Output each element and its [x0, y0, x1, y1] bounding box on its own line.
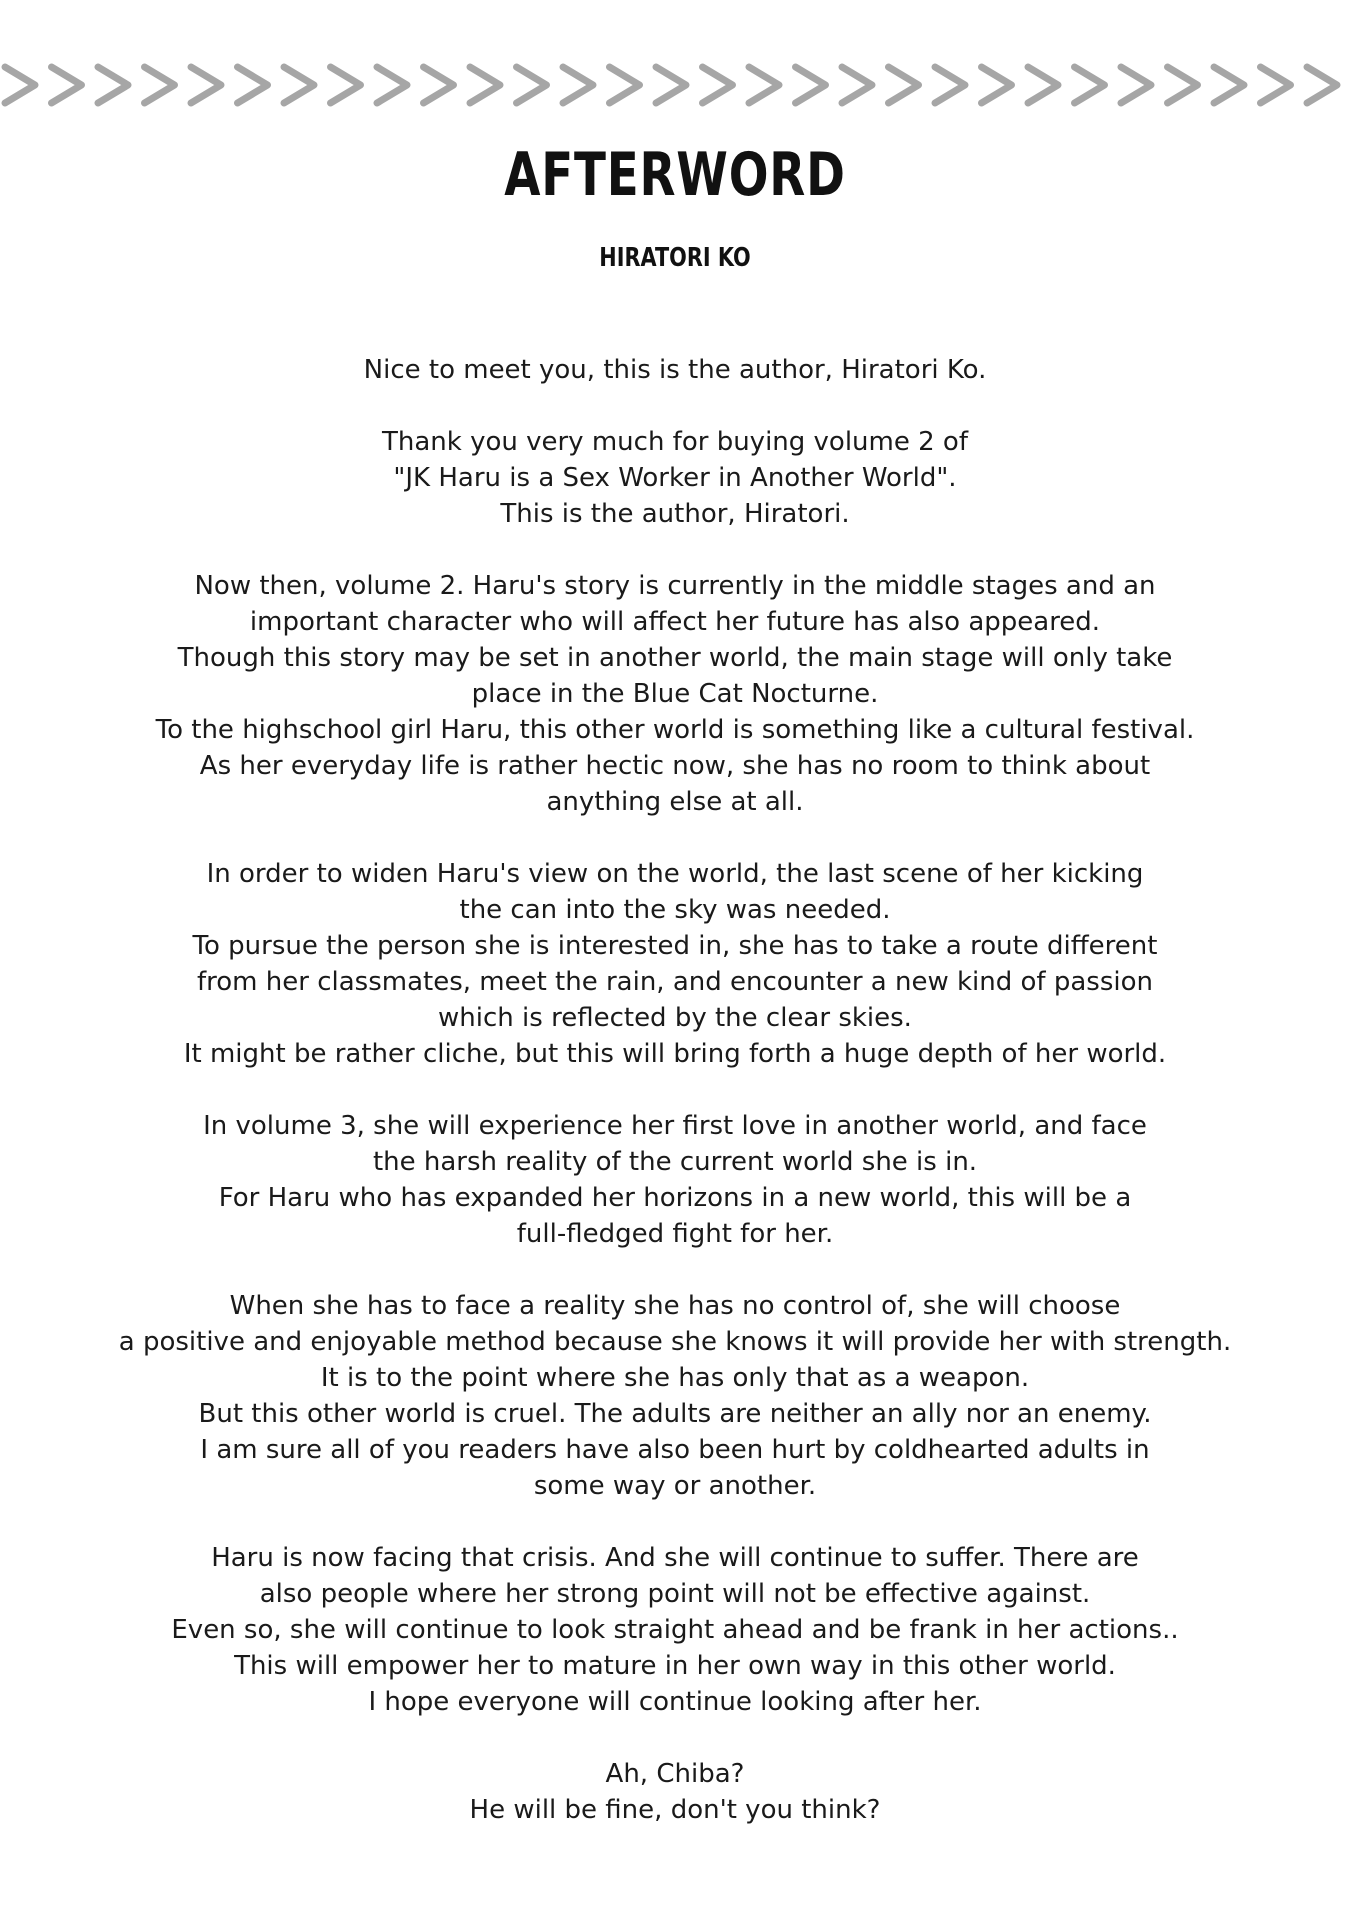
chevron-right-icon — [842, 67, 872, 103]
chevron-right-icon — [5, 67, 35, 103]
text-line: Ah, Chiba? — [605, 1759, 745, 1789]
chevron-right-icon — [563, 67, 593, 103]
text-line: from her classmates, meet the rain, and encounter a new kind of passion — [197, 967, 1153, 997]
text-line: This is the author, Hiratori. — [500, 499, 850, 529]
paragraph — [60, 1756, 1290, 1828]
chevron-right-icon — [191, 67, 221, 103]
chevron-right-icon — [470, 67, 500, 103]
chevron-right-icon — [1261, 67, 1291, 103]
text-line: important character who will affect her future has also appeared. — [249, 607, 1101, 637]
text-line: Nice to meet you, this is the author, Hiratori Ko. — [363, 355, 987, 385]
chevron-border — [0, 55, 1350, 115]
text-line: As her everyday life is rather hectic now, she has no room to think about — [199, 751, 1151, 781]
chevron-right-icon — [331, 67, 361, 103]
paragraph — [60, 1108, 1290, 1252]
chevron-right-icon — [703, 67, 733, 103]
chevron-right-icon — [238, 67, 268, 103]
paragraph — [60, 1540, 1290, 1720]
chevron-right-icon — [1307, 67, 1337, 103]
chevron-right-icon — [749, 67, 779, 103]
text-line: Thank you very much for buying volume 2 of — [381, 427, 968, 457]
text-line: This will empower her to mature in her own way in this other world. — [234, 1651, 1116, 1681]
chevron-right-icon — [1214, 67, 1244, 103]
chevron-right-icon — [982, 67, 1012, 103]
paragraph — [60, 856, 1290, 1072]
text-line: In order to widen Haru's view on the world, the last scene of her kicking — [206, 859, 1144, 889]
paragraph — [60, 352, 1290, 388]
text-line: Though this story may be set in another world, the main stage will only take — [177, 643, 1173, 673]
chevron-right-icon — [656, 67, 686, 103]
text-line: full-fledged fight for her. — [516, 1219, 834, 1249]
text-line: It might be rather cliche, but this will bring forth a huge depth of her world. — [183, 1039, 1167, 1069]
text-line: It is to the point where she has only that as a weapon. — [320, 1363, 1030, 1393]
text-line: Now then, volume 2. Haru's story is currently in the middle stages and an — [194, 571, 1156, 601]
text-line: But this other world is cruel. The adults are neither an ally nor an enemy. — [198, 1399, 1152, 1429]
text-line: Haru is now facing that crisis. And she will continue to suffer. There are — [211, 1543, 1139, 1573]
text-line: I am sure all of you readers have also been hurt by coldhearted adults in — [200, 1435, 1150, 1465]
chevron-right-icon — [1168, 67, 1198, 103]
chevron-right-icon — [284, 67, 314, 103]
text-line: Even so, she will continue to look straight ahead and be frank in her actions.. — [171, 1615, 1179, 1645]
text-line: I hope everyone will continue looking after her. — [368, 1687, 982, 1717]
paragraph — [60, 424, 1290, 532]
page-title: AFTERWORD — [504, 140, 846, 210]
paragraph — [60, 568, 1290, 820]
chevron-right-icon — [935, 67, 965, 103]
text-line: the can into the sky was needed. — [459, 895, 891, 925]
chevron-right-icon — [52, 67, 82, 103]
chevron-right-icon — [1028, 67, 1058, 103]
text-line: In volume 3, she will experience her first love in another world, and face — [203, 1111, 1147, 1141]
afterword-body — [60, 352, 1290, 1864]
text-line: also people where her strong point will not be effective against. — [259, 1579, 1091, 1609]
chevron-band-graphic — [0, 55, 1350, 115]
chevron-right-icon — [1075, 67, 1105, 103]
text-line: some way or another. — [533, 1471, 817, 1501]
chevron-right-icon — [424, 67, 454, 103]
text-line: To pursue the person she is interested in, she has to take a route different — [192, 931, 1158, 961]
text-line: When she has to face a reality she has no control of, she will choose — [229, 1291, 1121, 1321]
chevron-right-icon — [1121, 67, 1151, 103]
chevron-right-icon — [98, 67, 128, 103]
chevron-right-icon — [145, 67, 175, 103]
text-line: To the highschool girl Haru, this other world is something like a cultural festival. — [155, 715, 1195, 745]
chevron-right-icon — [889, 67, 919, 103]
author-name: HIRATORI KO — [599, 243, 751, 273]
chevron-right-icon — [610, 67, 640, 103]
chevron-right-icon — [796, 67, 826, 103]
text-line: the harsh reality of the current world she is in. — [372, 1147, 978, 1177]
text-line: He will be fine, don't you think? — [469, 1795, 881, 1825]
text-line: which is reflected by the clear skies. — [438, 1003, 912, 1033]
text-line: For Haru who has expanded her horizons in a new world, this will be a — [218, 1183, 1132, 1213]
text-line: "JK Haru is a Sex Worker in Another World". — [393, 463, 957, 493]
chevron-right-icon — [377, 67, 407, 103]
chevron-right-icon — [517, 67, 547, 103]
text-line: a positive and enjoyable method because she knows it will provide her with strength. — [118, 1327, 1232, 1357]
text-line: place in the Blue Cat Nocturne. — [471, 679, 879, 709]
paragraph — [60, 1288, 1290, 1504]
text-line: anything else at all. — [546, 787, 804, 817]
